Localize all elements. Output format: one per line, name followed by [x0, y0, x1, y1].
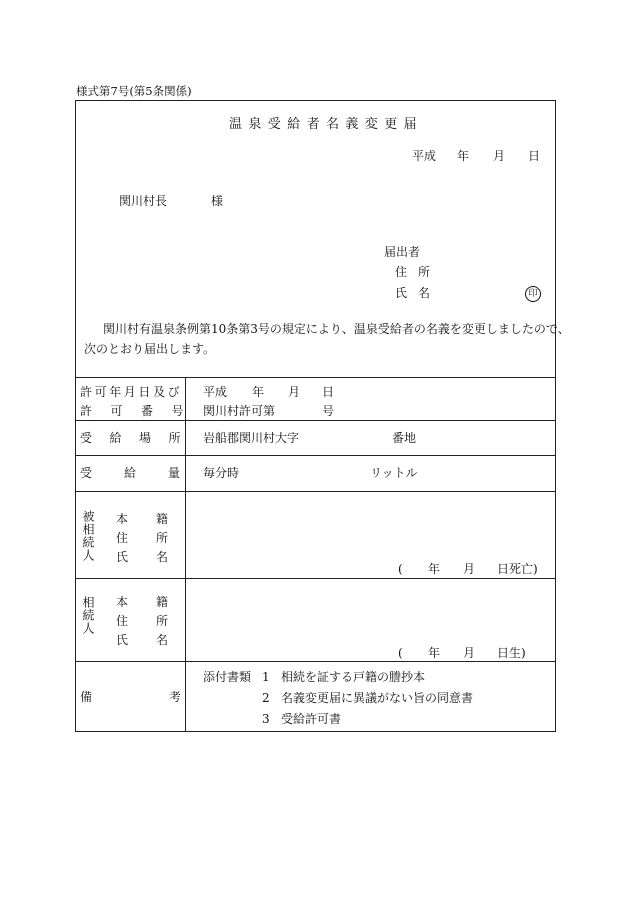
divider — [75, 661, 556, 662]
divider — [75, 578, 556, 579]
seal-mark: 印 — [525, 286, 541, 302]
divider — [75, 455, 556, 456]
form-title: 温泉受給者名義変更届 — [229, 117, 424, 132]
divider — [75, 491, 556, 492]
permit-label-2: 許可番号 — [80, 404, 203, 418]
permit-label-1: 許可年月日及び — [80, 385, 183, 399]
decedent-group-label: 被相続人 — [81, 510, 95, 562]
form-number-label: 様式第7号(第5条関係) — [76, 84, 192, 98]
heir-group-label: 相続人 — [81, 596, 95, 635]
divider — [75, 377, 556, 378]
divider — [75, 420, 556, 421]
